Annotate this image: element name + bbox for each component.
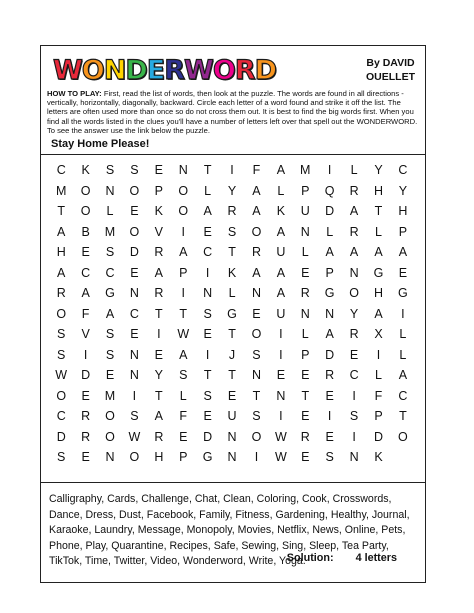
grid-cell[interactable]: A: [154, 409, 163, 423]
grid-row: [49, 406, 415, 427]
grid-cell[interactable]: T: [228, 327, 236, 341]
grid-cell[interactable]: T: [179, 306, 188, 321]
grid-cell[interactable]: [391, 447, 415, 468]
grid-cell[interactable]: T: [228, 245, 236, 259]
grid-cell[interactable]: K: [81, 163, 90, 177]
grid-cell[interactable]: E: [81, 388, 90, 403]
wonderword-logo: [53, 54, 276, 86]
solution-value: 4 letters: [355, 552, 397, 564]
grid-cell[interactable]: P: [154, 183, 163, 198]
logo-letter: W: [53, 54, 82, 86]
grid-cell[interactable]: S: [105, 163, 115, 177]
grid-cell[interactable]: S: [57, 347, 66, 362]
grid-cell[interactable]: V: [154, 224, 163, 239]
how-to-play-instructions: First, read the list of words, then look at the puzzle. The words are found in all directions - vertically, horizontally, diagonally, backward. Circle each letter of a word found and strike it off the list. The letters are often used more than once so do not cross them out. It is best to find the big words first. When you find all the words listed in the clues you'll have a number of letters left over that spell out the WONDERWORD. To see the answer use the link below the puzzle.: [47, 89, 418, 135]
grid-cell[interactable]: E: [301, 450, 310, 464]
grid-row: [49, 304, 415, 325]
grid-row: [49, 181, 415, 202]
grid-cell[interactable]: A: [276, 224, 286, 239]
grid-cell[interactable]: T: [252, 388, 261, 403]
logo-letter: D: [254, 54, 276, 86]
grid-cell[interactable]: B: [81, 224, 90, 239]
grid-cell[interactable]: N: [251, 368, 261, 382]
grid-cell[interactable]: W: [128, 429, 141, 444]
grid-cell[interactable]: D: [56, 429, 66, 444]
grid-cell[interactable]: N: [300, 306, 310, 321]
grid-cell[interactable]: H: [373, 183, 383, 198]
grid-cell[interactable]: L: [350, 163, 358, 177]
grid-cell[interactable]: S: [105, 327, 115, 341]
grid-row: [49, 283, 415, 304]
grid-cell[interactable]: D: [373, 429, 383, 444]
grid-cell[interactable]: N: [227, 429, 237, 444]
grid-cell[interactable]: I: [352, 388, 356, 403]
grid-cell[interactable]: N: [251, 286, 261, 300]
logo-letter: O: [212, 54, 235, 86]
grid-cell[interactable]: I: [181, 286, 185, 300]
grid-cell[interactable]: O: [178, 183, 189, 198]
grid-cell[interactable]: A: [349, 245, 359, 259]
grid-cell[interactable]: R: [56, 286, 66, 300]
grid-cell[interactable]: I: [205, 265, 210, 280]
grid-cell[interactable]: O: [251, 429, 262, 444]
grid-cell[interactable]: A: [105, 306, 115, 321]
how-to-play-label: HOW TO PLAY:: [47, 89, 102, 98]
byline-line-2: OUELLET: [366, 71, 415, 83]
grid-cell[interactable]: L: [204, 183, 212, 198]
grid-cell[interactable]: S: [203, 306, 212, 321]
grid-cell[interactable]: L: [228, 286, 236, 300]
grid-cell[interactable]: T: [203, 368, 212, 382]
grid-cell[interactable]: P: [179, 450, 188, 464]
grid-cell[interactable]: O: [129, 224, 140, 239]
grid-cell[interactable]: R: [81, 429, 91, 444]
grid-row: [49, 201, 415, 222]
grid-cell[interactable]: T: [203, 163, 212, 177]
grid-cell[interactable]: Q: [324, 183, 335, 198]
grid-cell[interactable]: I: [230, 163, 234, 177]
grid-cell[interactable]: A: [276, 265, 286, 280]
grid-cell[interactable]: P: [301, 347, 310, 362]
grid-cell[interactable]: F: [81, 306, 90, 321]
grid-cell[interactable]: I: [83, 347, 88, 362]
grid-cell[interactable]: L: [375, 224, 382, 239]
grid-row: [49, 324, 415, 345]
grid-cell[interactable]: I: [205, 347, 210, 362]
grid-cell[interactable]: G: [398, 286, 408, 300]
grid-cell[interactable]: W: [274, 429, 287, 444]
grid-cell[interactable]: S: [227, 224, 237, 239]
grid-cell[interactable]: C: [349, 368, 359, 382]
grid-cell[interactable]: S: [325, 450, 334, 464]
grid-cell[interactable]: A: [349, 204, 359, 218]
grid-cell[interactable]: S: [105, 347, 115, 362]
grid-cell[interactable]: R: [349, 183, 359, 198]
grid-cell[interactable]: E: [203, 327, 212, 341]
grid-cell[interactable]: G: [324, 286, 335, 300]
grid-cell[interactable]: T: [155, 388, 163, 403]
grid-cell[interactable]: C: [203, 245, 213, 259]
grid-cell[interactable]: A: [374, 245, 383, 259]
logo-letter: R: [164, 54, 185, 86]
grid-cell[interactable]: N: [129, 347, 139, 362]
grid-cell[interactable]: O: [56, 388, 67, 403]
grid-cell[interactable]: D: [325, 204, 335, 218]
grid-cell[interactable]: S: [57, 450, 66, 464]
grid-cell[interactable]: R: [349, 224, 359, 239]
grid-cell[interactable]: O: [178, 204, 189, 218]
solution-line: [287, 552, 397, 564]
grid-cell[interactable]: A: [325, 245, 334, 259]
grid-cell[interactable]: E: [81, 245, 90, 259]
grid-cell[interactable]: S: [252, 347, 261, 362]
grid-cell[interactable]: O: [105, 409, 115, 423]
grid-cell[interactable]: P: [301, 183, 310, 198]
grid-cell[interactable]: A: [57, 265, 66, 280]
grid-cell[interactable]: R: [300, 429, 310, 444]
grid-cell[interactable]: A: [325, 327, 334, 341]
grid-row: [49, 345, 415, 366]
grid-cell[interactable]: E: [130, 204, 139, 218]
grid-cell[interactable]: N: [105, 450, 115, 464]
grid-cell[interactable]: A: [276, 286, 286, 300]
grid-cell[interactable]: L: [301, 327, 309, 341]
grid-cell[interactable]: U: [227, 409, 237, 423]
grid-row: [49, 242, 415, 263]
grid-cell[interactable]: I: [181, 224, 185, 239]
grid-row: [49, 386, 415, 407]
grid-cell[interactable]: N: [349, 265, 359, 280]
grid-cell[interactable]: N: [325, 306, 335, 321]
grid-cell[interactable]: R: [81, 409, 91, 423]
grid-cell[interactable]: E: [301, 409, 310, 423]
grid-cell[interactable]: I: [327, 163, 332, 177]
grid-cell[interactable]: C: [398, 163, 408, 177]
grid-cell[interactable]: E: [203, 224, 212, 239]
grid-cell[interactable]: O: [80, 183, 91, 198]
grid-cell[interactable]: P: [325, 265, 334, 280]
grid-cell[interactable]: E: [349, 347, 359, 362]
grid-cell[interactable]: H: [373, 286, 383, 300]
grid-cell[interactable]: U: [276, 245, 286, 259]
grid-cell[interactable]: S: [130, 409, 139, 423]
grid-cell[interactable]: J: [228, 347, 236, 362]
grid-cell[interactable]: S: [349, 409, 359, 423]
grid-cell[interactable]: E: [105, 368, 115, 382]
grid-cell[interactable]: R: [349, 327, 359, 341]
grid-cell[interactable]: D: [81, 368, 91, 382]
grid-cell[interactable]: E: [398, 265, 408, 280]
grid-cell[interactable]: N: [178, 163, 188, 177]
grid-cell[interactable]: T: [155, 306, 163, 321]
grid-cell[interactable]: E: [130, 265, 139, 280]
grid-cell[interactable]: E: [81, 450, 90, 464]
grid-cell[interactable]: N: [227, 450, 237, 464]
grid-cell[interactable]: I: [279, 409, 283, 423]
grid-cell[interactable]: I: [376, 347, 381, 362]
grid-cell[interactable]: O: [129, 450, 140, 464]
grid-cell[interactable]: O: [56, 306, 67, 321]
grid-cell[interactable]: V: [81, 327, 90, 341]
grid-cell[interactable]: T: [374, 204, 383, 218]
grid-cell[interactable]: E: [301, 265, 310, 280]
grid-cell[interactable]: O: [251, 327, 262, 341]
grid-cell[interactable]: I: [327, 409, 332, 423]
grid-cell[interactable]: O: [398, 429, 408, 444]
grid-cell[interactable]: P: [179, 265, 188, 280]
grid-cell[interactable]: S: [130, 163, 139, 177]
grid-cell[interactable]: L: [399, 347, 407, 362]
grid-cell[interactable]: L: [106, 204, 114, 218]
grid-cell[interactable]: L: [301, 245, 309, 259]
grid-cell[interactable]: I: [401, 306, 405, 321]
grid-cell[interactable]: N: [129, 368, 139, 382]
grid-cell[interactable]: A: [179, 245, 188, 259]
grid-cell[interactable]: Y: [227, 183, 237, 198]
grid-cell[interactable]: P: [398, 224, 408, 239]
grid-cell[interactable]: E: [130, 327, 139, 341]
grid-cell[interactable]: T: [57, 204, 66, 218]
grid-cell[interactable]: D: [129, 245, 139, 259]
grid-cell[interactable]: S: [252, 409, 261, 423]
grid-cell[interactable]: E: [301, 368, 310, 382]
grid-cell[interactable]: T: [301, 388, 310, 403]
grid-cell[interactable]: P: [374, 409, 383, 423]
grid-cell[interactable]: H: [398, 204, 408, 218]
grid-cell[interactable]: E: [325, 429, 334, 444]
grid-cell[interactable]: R: [325, 368, 335, 382]
grid-cell[interactable]: I: [279, 327, 283, 341]
grid-cell[interactable]: D: [325, 347, 335, 362]
grid-cell[interactable]: K: [374, 450, 383, 464]
grid-cell[interactable]: S: [57, 327, 66, 341]
grid-cell[interactable]: W: [177, 327, 190, 341]
logo-letter: R: [234, 54, 255, 86]
byline: [366, 56, 415, 84]
grid-cell[interactable]: O: [349, 286, 359, 300]
grid-cell[interactable]: A: [57, 224, 66, 239]
grid-cell[interactable]: L: [277, 183, 285, 198]
grid-cell[interactable]: S: [203, 388, 212, 403]
grid-cell[interactable]: Y: [154, 368, 163, 382]
grid-cell[interactable]: R: [227, 204, 237, 218]
logo-letter: E: [146, 54, 165, 86]
grid-cell[interactable]: I: [157, 327, 161, 341]
puzzle-subtitle: Stay Home Please!: [51, 138, 150, 150]
grid-cell[interactable]: R: [154, 245, 164, 259]
grid-row: [49, 160, 415, 181]
grid-cell[interactable]: O: [80, 204, 91, 218]
grid-cell[interactable]: R: [251, 245, 261, 259]
grid-cell[interactable]: O: [251, 224, 262, 239]
grid-cell[interactable]: A: [252, 265, 261, 280]
grid-cell[interactable]: R: [154, 286, 164, 300]
grid-cell[interactable]: H: [154, 450, 164, 464]
grid-cell[interactable]: G: [373, 265, 384, 280]
grid-cell[interactable]: I: [352, 429, 356, 444]
grid-cell[interactable]: E: [154, 347, 163, 362]
grid-cell[interactable]: R: [300, 286, 310, 300]
grid-cell[interactable]: L: [179, 388, 187, 403]
grid-cell[interactable]: U: [300, 204, 310, 218]
grid-row: [49, 447, 415, 468]
grid-cell[interactable]: K: [227, 265, 237, 280]
grid-cell[interactable]: A: [179, 347, 188, 362]
grid-cell[interactable]: Y: [349, 306, 359, 321]
grid-cell[interactable]: A: [398, 245, 408, 259]
grid-cell[interactable]: S: [179, 368, 188, 382]
grid-cell[interactable]: C: [56, 163, 66, 177]
solution-label: Solution:: [286, 552, 334, 564]
byline-line-1: By DAVID: [366, 57, 415, 69]
grid-cell[interactable]: E: [179, 429, 188, 444]
grid-cell[interactable]: D: [203, 429, 213, 444]
grid-cell[interactable]: S: [105, 245, 115, 259]
grid-cell[interactable]: M: [300, 163, 311, 177]
grid-cell[interactable]: A: [81, 286, 90, 300]
grid-cell[interactable]: E: [154, 163, 163, 177]
grid-cell[interactable]: F: [179, 409, 188, 423]
grid-cell[interactable]: A: [276, 163, 286, 177]
grid-cell[interactable]: I: [132, 388, 137, 403]
grid-cell[interactable]: G: [105, 286, 115, 300]
grid-cell[interactable]: Y: [398, 183, 408, 198]
grid-cell[interactable]: N: [203, 286, 213, 300]
grid-cell[interactable]: I: [279, 347, 283, 362]
grid-cell[interactable]: K: [276, 204, 286, 218]
grid-cell[interactable]: L: [399, 327, 407, 341]
grid-cell[interactable]: F: [252, 163, 261, 177]
puzzle-header: [41, 46, 425, 155]
grid-cell[interactable]: X: [374, 327, 383, 341]
logo-letter: O: [81, 54, 104, 86]
grid-row: [49, 263, 415, 284]
grid-cell[interactable]: A: [154, 265, 163, 280]
grid-cell[interactable]: W: [55, 368, 68, 382]
grid-cell[interactable]: R: [154, 429, 164, 444]
grid-cell[interactable]: E: [203, 409, 212, 423]
grid-cell[interactable]: E: [252, 306, 261, 321]
grid-cell[interactable]: C: [81, 265, 91, 280]
grid-cell[interactable]: W: [274, 450, 287, 464]
grid-cell[interactable]: N: [300, 224, 310, 239]
grid-cell[interactable]: C: [129, 306, 139, 321]
grid-cell[interactable]: O: [129, 183, 140, 198]
grid-cell[interactable]: L: [326, 224, 334, 239]
grid-cell[interactable]: T: [228, 368, 236, 382]
grid-cell[interactable]: I: [254, 450, 259, 464]
grid-cell[interactable]: H: [56, 245, 66, 259]
grid-cell[interactable]: T: [399, 409, 407, 423]
grid-cell[interactable]: E: [276, 368, 286, 382]
grid-cell[interactable]: A: [398, 368, 408, 382]
grid-row: [49, 365, 415, 386]
grid-cell[interactable]: G: [202, 450, 213, 464]
grid-cell[interactable]: Y: [374, 163, 383, 177]
grid-cell[interactable]: N: [349, 450, 359, 464]
grid-cell[interactable]: C: [398, 388, 408, 403]
grid-cell[interactable]: N: [105, 183, 115, 198]
grid-cell[interactable]: E: [325, 388, 334, 403]
grid-row: [49, 427, 415, 448]
grid-cell[interactable]: M: [104, 388, 116, 403]
grid-cell[interactable]: A: [252, 204, 261, 218]
logo-letter: D: [125, 54, 147, 86]
grid-cell[interactable]: C: [56, 409, 66, 423]
grid-cell[interactable]: N: [129, 286, 139, 300]
grid-cell[interactable]: U: [276, 306, 286, 321]
grid-cell[interactable]: E: [227, 388, 237, 403]
grid-row: [49, 222, 415, 243]
puzzle-frame: [40, 45, 426, 583]
grid-cell[interactable]: A: [203, 204, 212, 218]
grid-cell[interactable]: M: [55, 183, 67, 198]
how-to-play-text: [47, 89, 419, 135]
grid-cell[interactable]: N: [276, 388, 286, 403]
word-list: Calligraphy, Cards, Challenge, Chat, Clean, Coloring, Cook, Crosswords, Dance, Dress, Dust, Facebook, Family, Fitness, Gardening, Healthy, Journal, Karaoke, Laundry, Message, Monopoly, Movies, Netflix, News, Online, Pets, Phone, Play, Quarantine, Recipes, Safe, Sewing, Sing, Sleep, Tea Party, TikTok, Time, Twitter, Video, Wonderword, Write, Yoga.: [49, 493, 410, 568]
logo-letter: N: [103, 54, 126, 86]
grid-cell[interactable]: M: [104, 224, 116, 239]
letter-grid: [41, 155, 425, 483]
grid-cell[interactable]: C: [105, 265, 115, 280]
grid-cell[interactable]: L: [375, 368, 382, 382]
grid-cell[interactable]: A: [374, 306, 383, 321]
grid-cell[interactable]: A: [252, 183, 261, 198]
grid-cell[interactable]: K: [154, 204, 163, 218]
logo-letter: W: [184, 54, 213, 86]
grid-cell[interactable]: G: [227, 306, 237, 321]
grid-cell[interactable]: O: [105, 429, 115, 444]
grid-cell[interactable]: F: [374, 388, 383, 403]
